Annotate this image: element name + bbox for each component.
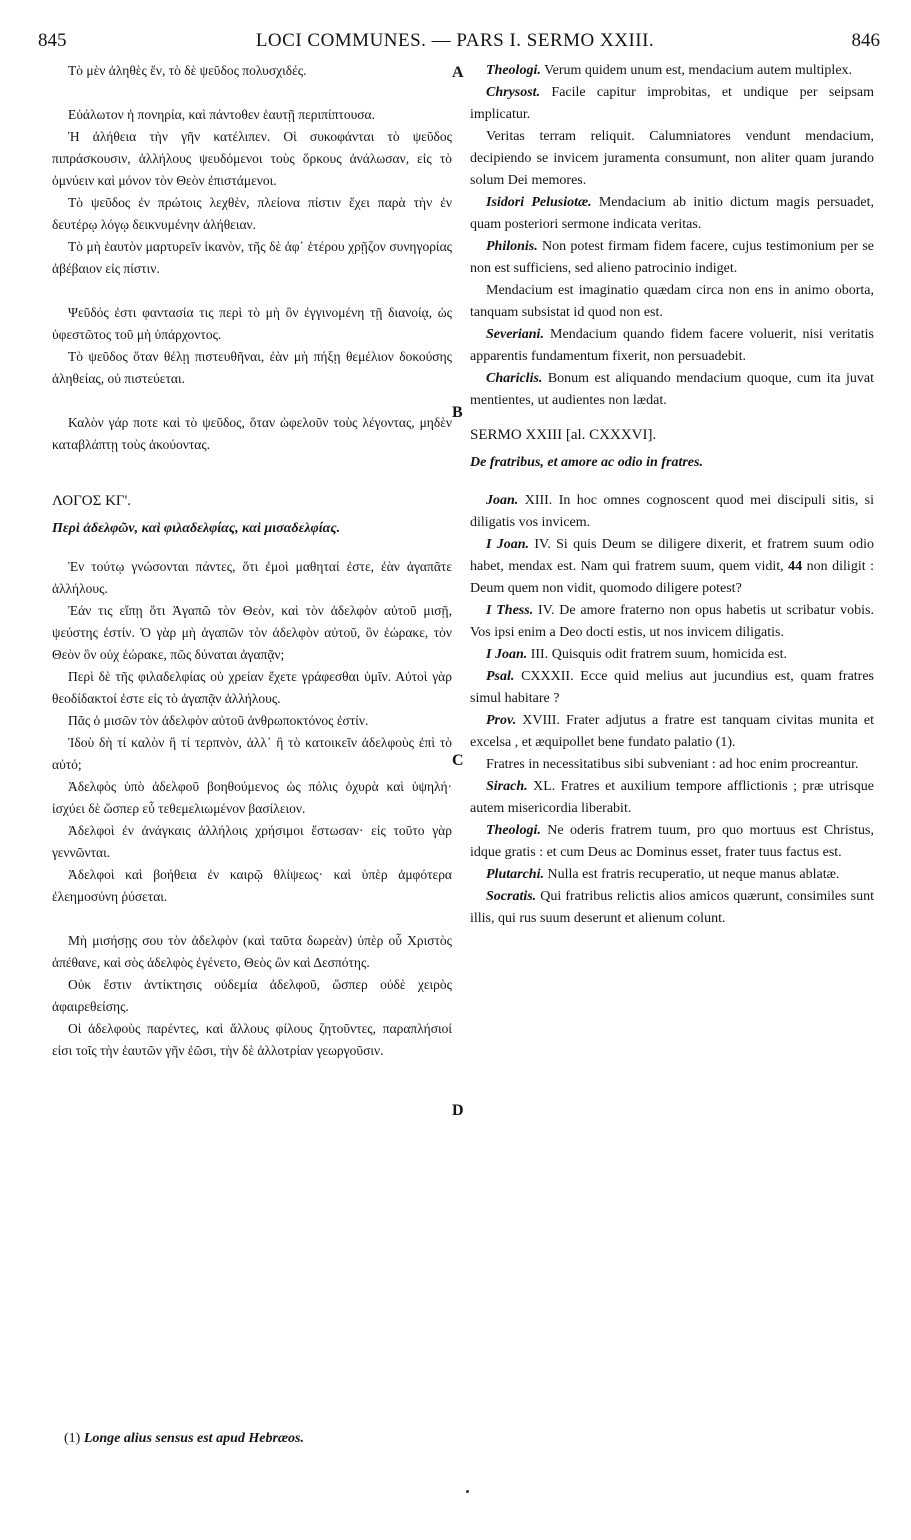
greek-paragraph: Καλὸν γάρ ποτε καὶ τὸ ψεῦδος, ὅταν ὠφελοῦν τοὺς λέγοντας, μηδὲν καταβλάπτῃ τοὺς ἀκούοντας. [52,415,452,452]
margin-letter-d: D [452,1102,464,1119]
citation: Prov. [486,713,517,728]
author-name: Severiani. [486,327,544,342]
page-number-right: 846 [851,30,880,51]
latin-text: Nulla est fratris recuperatio, ut neque manus ablatæ. [543,867,840,882]
greek-paragraph: Ἡ ἀλήθεια τὴν γῆν κατέλιπεν. Οἱ συκοφάνται τὸ ψεῦδος πιπράσκουσιν, ἀλλήλους ψευδόμενοι τοὺς ὅρκους ἀνάλωσαν, εἰς τὸ ὀμνύειν καὶ μόνον τὸν Θεὸν ἐπιστάμενοι. [52,129,452,188]
latin-paragraph [470,886,874,930]
latin-section-heading: SERMO XXIII [al. CXXXVI]. [470,427,657,443]
citation: Joan. [486,493,519,508]
latin-text: XL. Fratres et auxilium tempore afflictionis ; præ utrisque autem misericordia liberabit. [470,779,874,816]
greek-paragraph: Οὐκ ἔστιν ἀντίκτησις οὐδεμία ἀδελφοῦ, ὥσπερ οὐδὲ χειρὸς ἀφαιρεθείσης. [52,977,452,1014]
latin-paragraph [470,490,874,534]
column-number: 44 [788,559,803,574]
latin-text: III. Quisquis odit fratrem suum, homicida est. [527,647,787,662]
latin-text: IV. Si quis Deum se diligere dixerit, et fratrem suum odio habet, mendax est. Nam qui fratrem suum, quem vidit, [470,537,875,574]
citation: Psal. [486,669,515,684]
latin-paragraph [470,776,874,820]
greek-paragraph: Ἀδελφοὶ ἐν ἀνάγκαις ἀλλήλοις χρήσιμοι ἔστωσαν· εἰς τοῦτο γὰρ γεννῶνται. [52,823,452,860]
latin-text: IV. De amore fraterno non opus habetis ut scribatur vobis. Vos ipsi enim a Deo docti estis, ut nos invicem diligatis. [470,603,875,640]
latin-text: Facile capitur improbitas, et undique per seipsam implicatur. [470,85,874,122]
latin-text: XVIII. Frater adjutus a fratre est tanquam civitas munita et excelsa , et æquipollet bene fundato palatio (1). [470,713,874,750]
latin-text: Non potest firmam fidem facere, cujus testimonium per se non est sufficiens, sed alieno patrocinio indiget. [470,239,874,276]
latin-paragraph [470,644,874,666]
margin-letter-b: B [452,404,463,421]
author-name: Plutarchi. [486,867,544,882]
greek-paragraph: Μὴ μισήσῃς σου τὸν ἀδελφὸν (καὶ ταῦτα δωρεὰν) ὑπὲρ οὗ Χριστὸς ἀπέθανε, καὶ σὸς ἀδελφὸς ἐγένετο, Θεὸς ὢν καὶ Δεσπότης. [52,933,452,970]
latin-text: Verum quidem unum est, mendacium autem multiplex. [540,63,853,78]
latin-paragraph [470,60,874,82]
latin-paragraph [470,666,874,710]
greek-paragraph: Πᾶς ὁ μισῶν τὸν ἀδελφὸν αὐτοῦ ἀνθρωποκτόνος ἐστίν. [68,713,369,728]
footnote [64,1431,304,1447]
latin-paragraph [470,368,874,412]
greek-paragraph: Τὸ μὴ ἑαυτὸν μαρτυρεῖν ἱκανὸν, τῆς δὲ ἀφ᾽ ἑτέρου χρῇζον συνηγορίας ἀβέβαιον εἰς πίστιν. [52,239,452,276]
greek-paragraph: Τὸ ψεῦδος ὅταν θέλῃ πιστευθῆναι, ἐὰν μὴ πήξῃ θεμέλιον δοκούσης ἀληθείας, οὐ πιστεύεται. [52,349,452,386]
latin-paragraph [470,534,874,600]
running-title: LOCI COMMUNES. — PARS I. SERMO XXIII. [255,30,655,51]
latin-text: CXXXII. Ecce quid melius aut jucundius est, quam fratres simul habitare ? [470,669,874,706]
greek-paragraph: Περὶ δὲ τῆς φιλαδελφίας οὐ χρείαν ἔχετε γράφεσθαι ὑμῖν. Αὐτοὶ γὰρ θεοδίδακτοί ἐστε εἰς τὸ ἀγαπᾷν ἀλλήλους. [52,669,452,706]
page-header [30,30,880,56]
author-name: Chrysost. [486,85,541,100]
latin-paragraph: Veritas terram reliquit. Calumniatores vendunt mendacium, decipiendo se invicem juramenta consumunt, non aliter quam jurando solum Dei memores. [470,129,874,188]
margin-letter-c: C [452,752,464,769]
greek-paragraph: Ψεῦδός ἐστι φαντασία τις περὶ τὸ μὴ ὂν ἐγγινομένη τῇ διανοίᾳ, ὡς ὑφεστῶτος τοῦ μὴ ὑπάρχοντος. [52,305,452,342]
latin-paragraph [470,710,874,754]
greek-paragraph: Ἀδελφὸς ὑπὸ ἀδελφοῦ βοηθούμενος ὡς πόλις ὀχυρὰ καὶ ὑψηλή· ἰσχύει δὲ ὥσπερ εὖ τεθεμελιωμένον βασίλειον. [52,779,452,816]
latin-text: Mendacium ab initio dictum magis persuadet, quam posteriori sermone indicata veritas. [470,195,875,232]
footnote-text: Longe alius sensus est apud Hebræos. [80,1431,304,1446]
author-name: Chariclis. [486,371,543,386]
citation: Sirach. [486,779,528,794]
greek-paragraph: Ἐν τούτῳ γνώσονται πάντες, ὅτι ἐμοὶ μαθηταί ἐστε, ἐὰν ἀγαπᾶτε ἀλλήλους. [52,559,452,596]
latin-paragraph [470,600,874,644]
greek-paragraph: Τὸ μὲν ἀληθὲς ἕν, τὸ δὲ ψεῦδος πολυσχιδές. [68,63,307,78]
latin-paragraph [470,324,874,368]
greek-section-subheading: Περὶ ἀδελφῶν, καὶ φιλαδελφίας, καὶ μισαδελφίας. [52,521,341,536]
page-number-left: 845 [38,30,67,51]
latin-text: Mendacium quando fidem facere voluerit, nisi veritatis apparentis fundamentum fixerit, non persuadebit. [470,327,874,364]
footnote-number: (1) [64,1431,81,1446]
author-name: Philonis. [486,239,538,254]
greek-paragraph: Ἀδελφοὶ καὶ βοήθεια ἐν καιρῷ θλίψεως· καὶ ὑπὲρ ἀμφότερα ἐλεημοσύνη ῥύσεται. [52,867,452,904]
latin-paragraph: Mendacium est imaginatio quædam circa non ens in animo oborta, tanquam subsistat id quod non est. [470,283,874,320]
margin-letter-a: A [452,64,464,81]
latin-column [470,60,874,930]
latin-text: Qui fratribus relictis alios amicos quærunt, consimiles sunt illis, qui rus suum deserunt et alienum colunt. [470,889,874,926]
greek-section-heading: ΛΟΓΟΣ ΚΓ'. [52,493,132,509]
citation: I Joan. [486,647,528,662]
ink-dot [466,1490,469,1493]
author-name: Isidori Pelusiotæ. [486,195,592,210]
latin-paragraph [470,82,874,126]
greek-column [52,60,452,1062]
author-name: Socratis. [486,889,537,904]
latin-paragraph: Fratres in necessitatibus sibi subveniant : ad hoc enim procreantur. [486,757,859,772]
latin-text: XIII. In hoc omnes cognoscent quod mei discipuli sitis, si diligatis vos invicem. [470,493,874,530]
latin-paragraph [470,864,874,886]
latin-section-subheading: De fratribus, et amore ac odio in fratres. [470,455,703,470]
greek-paragraph: Ἰδοὺ δὴ τί καλὸν ἢ τί τερπνὸν, ἀλλ᾽ ἢ τὸ κατοικεῖν ἀδελφοὺς ἐπὶ τὸ αὐτό; [52,735,452,772]
greek-paragraph: Τὸ ψεῦδος ἐν πρώτοις λεχθὲν, πλείονα πίστιν ἔχει παρὰ τὴν ἐν δευτέρῳ λόγῳ δεικνυμένην ἀλήθειαν. [52,195,452,232]
author-name: Theologi. [486,823,541,838]
citation: I Joan. [486,537,530,552]
latin-paragraph [470,236,874,280]
latin-text: Ne oderis fratrem tuum, pro quo mortuus est Christus, idque gratis : et cum Deus ac Dominus esset, frater tuus factus est. [470,823,874,860]
latin-paragraph [470,820,874,864]
greek-paragraph: Ἐάν τις εἴπῃ ὅτι Ἀγαπῶ τὸν Θεὸν, καὶ τὸν ἀδελφὸν αὐτοῦ μισῇ, ψεύστης ἐστίν. Ὁ γὰρ μὴ ἀγαπῶν τὸν ἀδελφὸν αὐτοῦ, ὃν ἑώρακε, τὸν Θεὸν ὃν οὐχ ἑώρακε, πῶς δύναται ἀγαπᾷν; [52,603,452,662]
greek-paragraph: Εὐάλωτον ἡ πονηρία, καὶ πάντοθεν ἑαυτῇ περιπίπτουσα. [68,107,375,122]
latin-text: non diligit : Deum quem non vidit, quomodo diligere potest? [470,559,874,596]
author-name: Theologi. [486,63,541,78]
greek-paragraph: Οἱ ἀδελφοὺς παρέντες, καὶ ἄλλους φίλους ζητοῦντες, παραπλήσιοί εἰσι τοῖς τὴν ἑαυτῶν γῆν ἐῶσι, τὴν δὲ ἀλλοτρίαν γεωργοῦσιν. [52,1021,452,1058]
latin-paragraph [470,192,874,236]
latin-text: Bonum est aliquando mendacium quoque, cum ita juvat mentientes, ut audientes non lædat. [470,371,874,408]
citation: I Thess. [486,603,534,618]
